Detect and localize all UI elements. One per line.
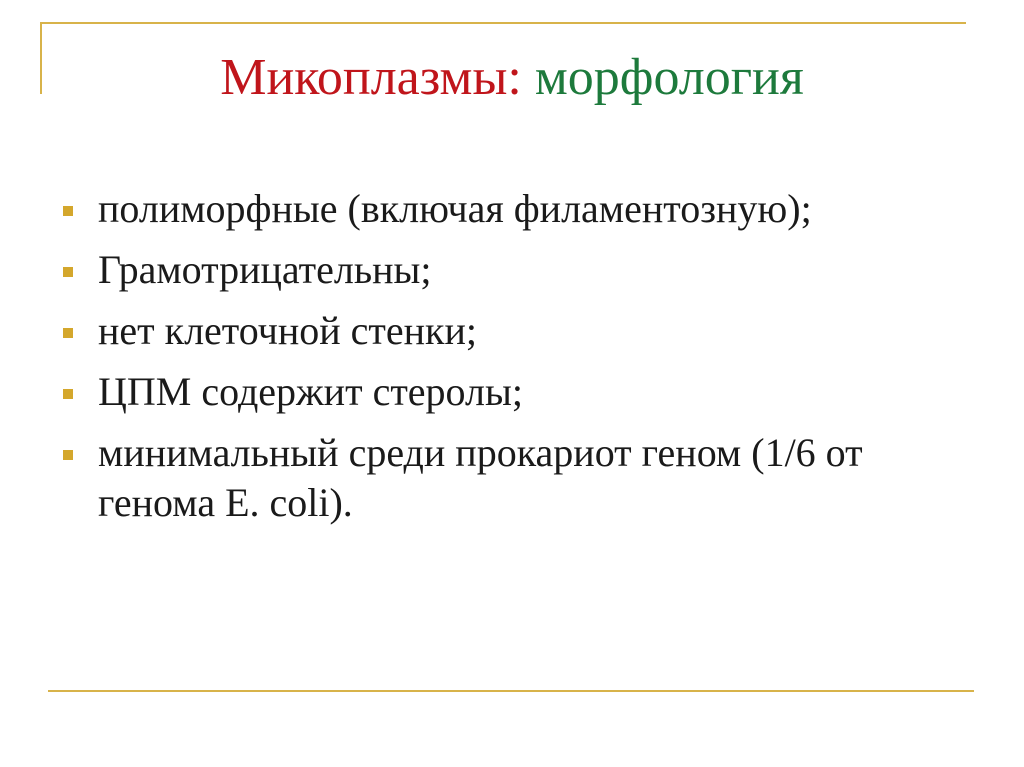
bullet-text: нет клеточной стенки; — [98, 308, 477, 353]
bullet-item — [60, 306, 960, 356]
bullet-item — [60, 245, 960, 295]
title-part-1: Микоплазмы: — [220, 49, 522, 106]
top-rule — [40, 22, 966, 24]
bullet-text: полиморфные (включая филаментозную); — [98, 186, 812, 231]
slide-title — [0, 44, 1024, 112]
square-bullet-icon — [63, 389, 73, 399]
square-bullet-icon — [63, 267, 73, 277]
title-part-2: морфология — [534, 49, 804, 106]
bullet-text: Грамотрицательны; — [98, 247, 432, 292]
bullet-text: минимальный среди прокариот геном (1/6 от генома E. coli). — [98, 430, 863, 525]
square-bullet-icon — [63, 450, 73, 460]
bullet-text: ЦПМ содержит стеролы; — [98, 369, 523, 414]
bullet-item — [60, 428, 960, 528]
square-bullet-icon — [63, 328, 73, 338]
bullet-item — [60, 367, 960, 417]
bottom-rule — [48, 690, 974, 692]
square-bullet-icon — [63, 206, 73, 216]
bullet-item — [60, 184, 960, 234]
bullet-list — [60, 184, 960, 539]
